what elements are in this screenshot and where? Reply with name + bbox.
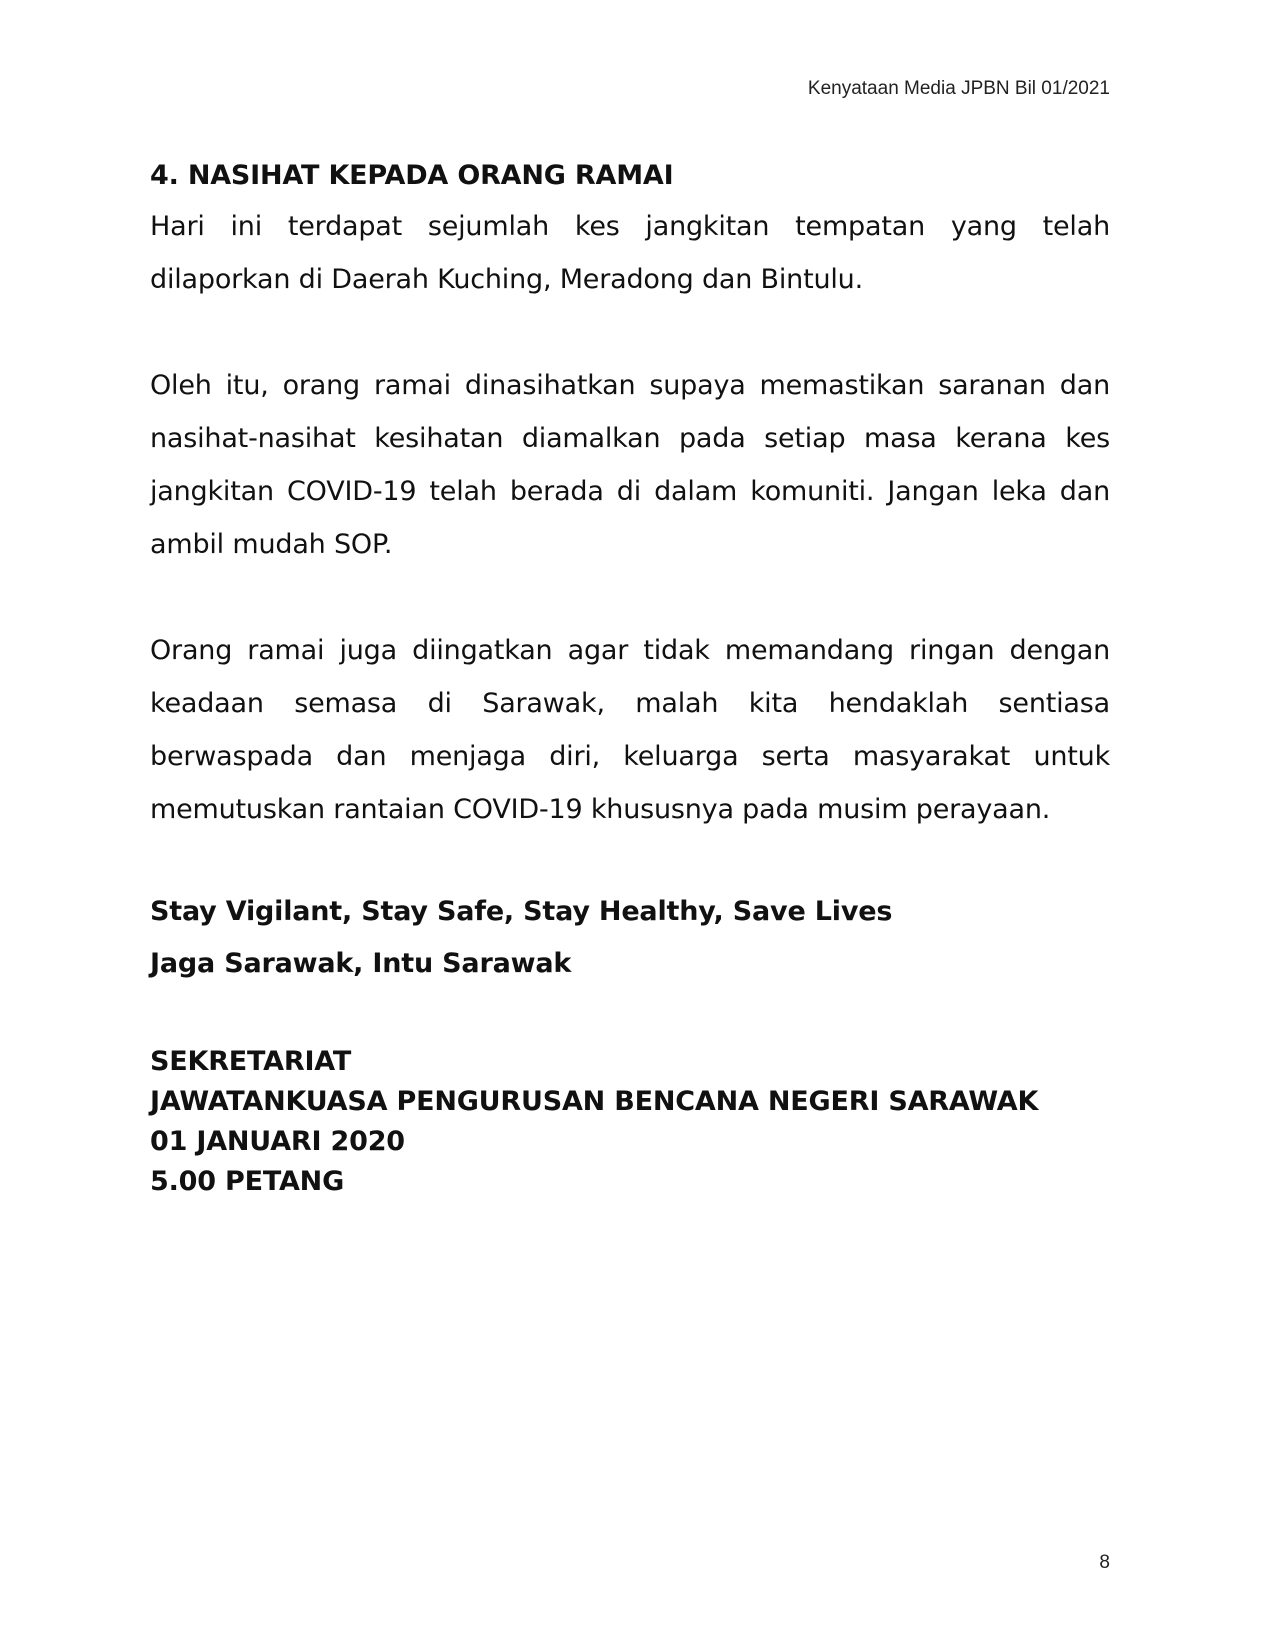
document-reference: Kenyataan Media JPBN Bil 01/2021: [807, 78, 1110, 99]
slogan-english: Stay Vigilant, Stay Safe, Stay Healthy, Save Lives: [150, 896, 893, 927]
section-heading: 4. NASIHAT KEPADA ORANG RAMAI: [150, 160, 674, 191]
signoff-block: [150, 1042, 1110, 1202]
slogan-local: Jaga Sarawak, Intu Sarawak: [150, 948, 572, 979]
slogans: [150, 886, 1110, 990]
signoff-time: 5.00 PETANG: [150, 1166, 345, 1197]
page-number: 8: [1099, 1552, 1110, 1573]
signoff-committee: JAWATANKUASA PENGURUSAN BENCANA NEGERI SARAWAK: [150, 1086, 1039, 1117]
paragraph-local-cases: Hari ini terdapat sejumlah kes jangkitan tempatan yang telah dilaporkan di Daerah Kuching, Meradong dan Bintulu.: [150, 211, 1110, 295]
document-body: [150, 158, 1110, 1202]
paragraph-health-advice: Oleh itu, orang ramai dinasihatkan supaya memastikan saranan dan nasihat-nasihat kesihatan diamalkan pada setiap masa kerana kes jangkitan COVID-19 telah berada di dalam komuniti. Jangan leka dan ambil mudah SOP.: [150, 370, 1110, 560]
signoff-office: SEKRETARIAT: [150, 1046, 352, 1077]
paragraph-vigilance: Orang ramai juga diingatkan agar tidak memandang ringan dengan keadaan semasa di Sarawak, malah kita hendaklah sentiasa berwaspada dan menjaga diri, keluarga serta masyarakat untuk memutuskan rantaian COVID-19 khususnya pada musim perayaan.: [150, 635, 1110, 825]
signoff-date: 01 JANUARI 2020: [150, 1126, 405, 1157]
